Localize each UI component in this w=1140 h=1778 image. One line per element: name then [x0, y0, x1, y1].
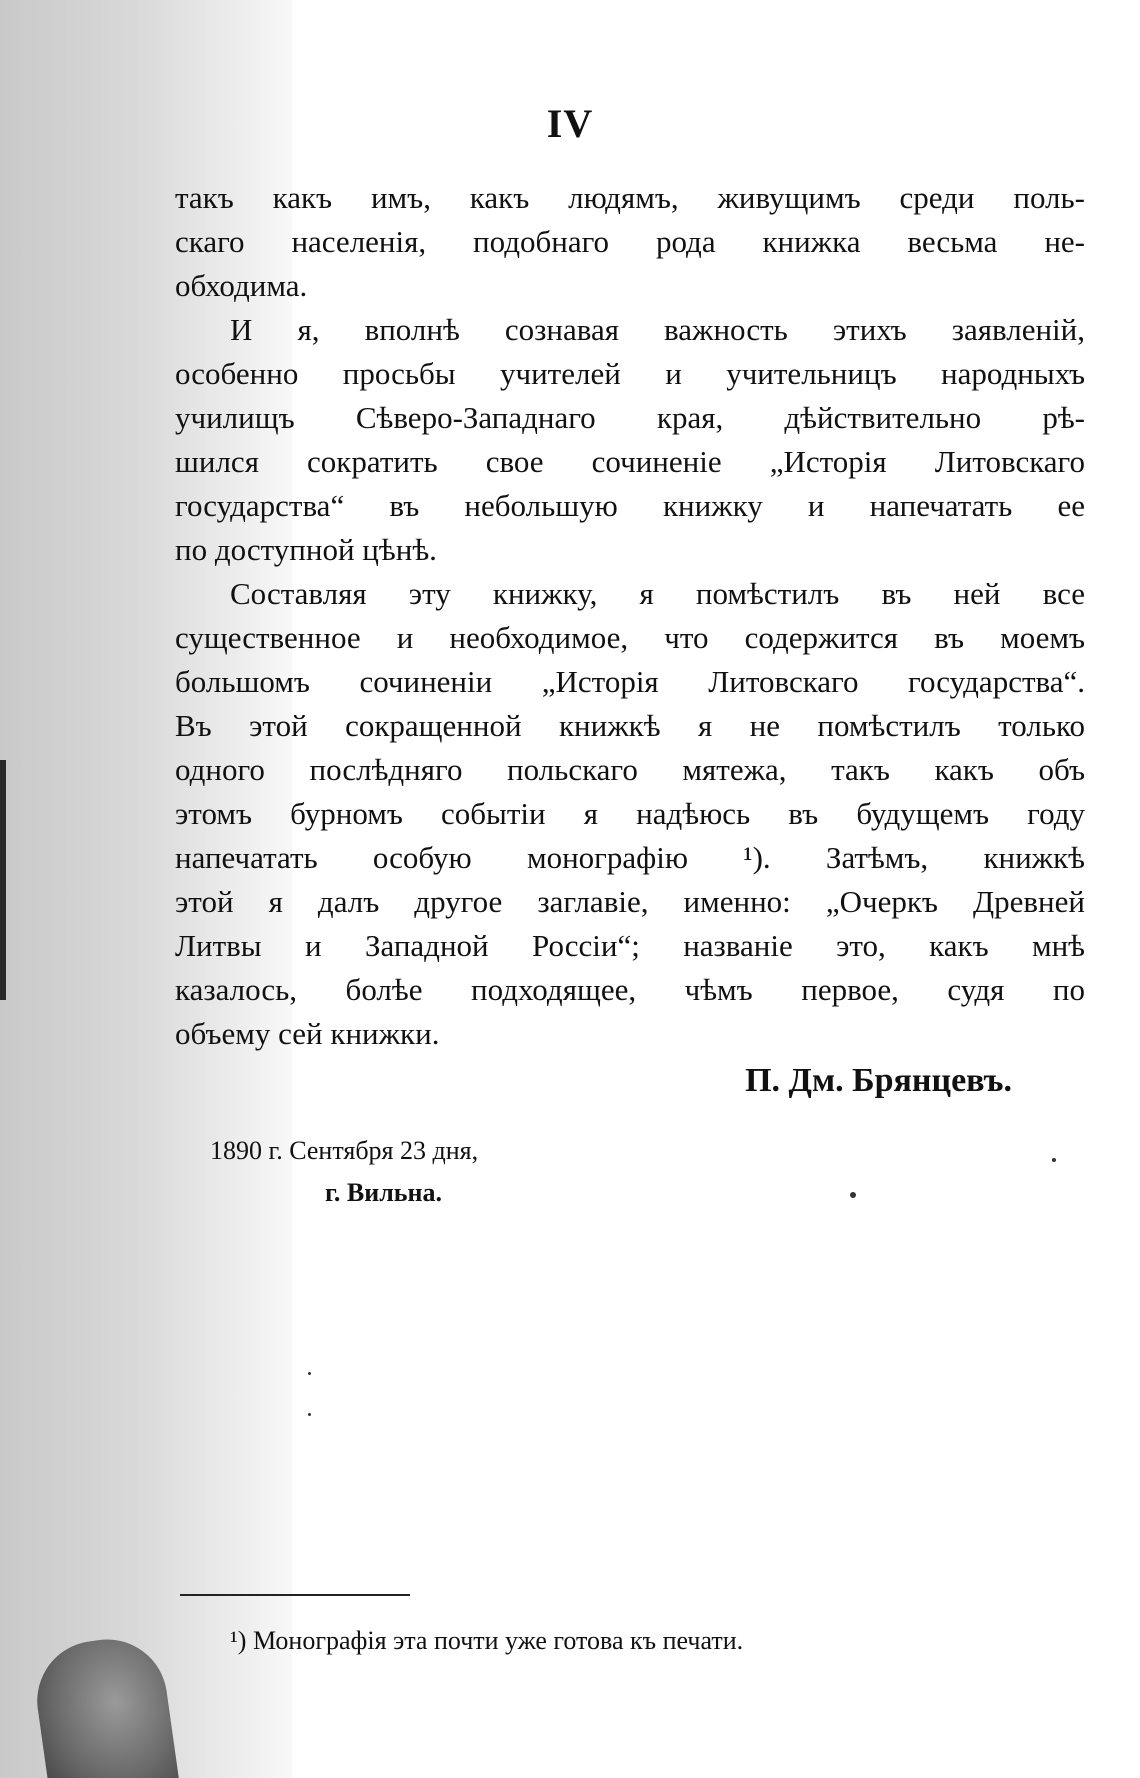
text-line: Въ этой сокращенной книжкѣ я не помѣстилъ только [175, 708, 1085, 743]
author-signature: П. Дм. Брянцевъ. [745, 1062, 1012, 1099]
text-line: особенно просьбы учителей и учительницъ народныхъ [175, 356, 1085, 391]
text-line: училищъ Сѣверо-Западнаго края, дѣйствительно рѣ- [175, 400, 1085, 435]
dateline [210, 1130, 478, 1214]
footnote-marker: ¹) [230, 1626, 247, 1655]
text-line: такъ какъ имъ, какъ людямъ, живущимъ среди поль- [175, 180, 1085, 215]
binding-edge [0, 760, 6, 1000]
print-speck [308, 1413, 311, 1416]
text-line: напечатать особую монографію ¹). Затѣмъ, книжкѣ [175, 840, 1085, 875]
text-line: существенное и необходимое, что содержится въ моемъ [175, 620, 1085, 655]
text-line: объему сей книжки. [175, 1016, 440, 1051]
text-line: Составляя эту книжку, я помѣстилъ въ ней все [230, 576, 1085, 611]
footnote-rule [180, 1594, 410, 1596]
text-line: скаго населенія, подобнаго рода книжка весьма не- [175, 224, 1085, 259]
text-line: обходима. [175, 268, 308, 303]
page-number: IV [546, 101, 594, 146]
date-text: 1890 г. Сентября 23 дня, [210, 1136, 479, 1165]
print-speck [850, 1192, 856, 1198]
text-line: казалось, болѣе подходящее, чѣмъ первое, судя по [175, 972, 1085, 1007]
text-line: по доступной цѣнѣ. [175, 532, 437, 567]
body-text [175, 176, 1085, 1056]
footnote [230, 1626, 743, 1656]
text-line: Литвы и Западной Россіи“; названіе это, какъ мнѣ [175, 928, 1085, 963]
text-line: шился сократить свое сочиненіе „Исторія Литовскаго [175, 444, 1085, 479]
text-line: государства“ въ небольшую книжку и напечатать ее [175, 488, 1085, 523]
text-line: этомъ бурномъ событіи я надѣюсь въ будущемъ году [175, 796, 1085, 831]
place-text: г. Вильна. [325, 1178, 443, 1207]
text-line: И я, вполнѣ сознавая важность этихъ заявленій, [230, 312, 1085, 347]
footnote-text: Монографія эта почти уже готова къ печати. [252, 1626, 744, 1655]
print-speck [308, 1372, 311, 1375]
print-speck [1052, 1158, 1056, 1162]
text-line: одного послѣдняго польскаго мятежа, такъ какъ объ [175, 752, 1085, 787]
text-line: этой я далъ другое заглавіе, именно: „Очеркъ Древней [175, 884, 1085, 919]
text-line: большомъ сочиненіи „Исторія Литовскаго государства“. [175, 664, 1085, 699]
